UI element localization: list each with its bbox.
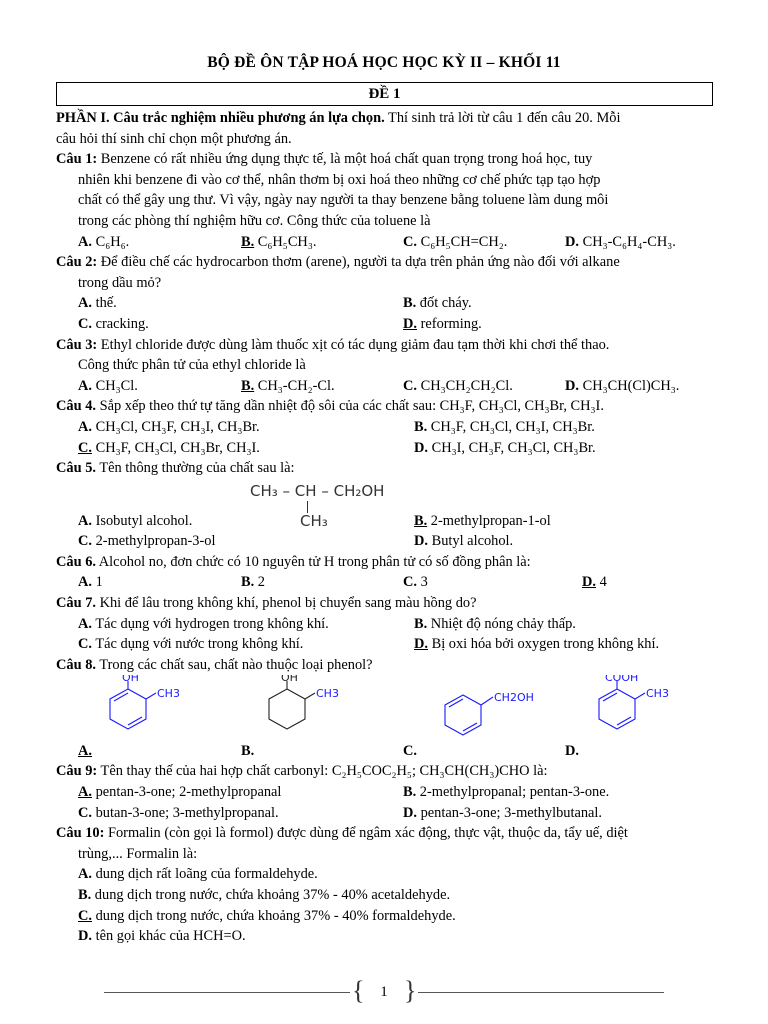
option-b: B. 2 [241, 574, 265, 591]
part1-instruction: PHẦN I. Câu trắc nghiệm nhiều phương án lựa chọn. Thí sinh trả lời từ câu 1 đến câu 20. Mỗi [56, 110, 621, 126]
structure-b [241, 675, 391, 761]
structure-a [78, 675, 228, 761]
option-a: A. C₆H₆. [78, 233, 130, 250]
question-8: Câu 8. Trong các chất sau, chất nào thuộc loại phenol? [56, 656, 373, 673]
option-c: C. CH₃F, CH₃Cl, CH₃Br, CH₃I. [78, 439, 260, 456]
question-7: Câu 7. Khi để lâu trong không khí, phenol bị chuyển sang màu hồng do? [56, 595, 477, 612]
footer-rule-right [418, 992, 664, 993]
option-d: D. Bị oxi hóa bởi oxygen trong không khí. [414, 636, 660, 653]
page-number: 1 [380, 984, 388, 1000]
toluic-acid-structure [565, 675, 715, 741]
svg-text:OH: OH [281, 675, 298, 685]
option-d: D. reforming. [403, 315, 482, 332]
option-d: D. tên gọi khác của HCH=O. [78, 928, 246, 945]
svg-text:OH: OH [122, 675, 139, 685]
structure-c-key: C. [403, 743, 417, 760]
question-2-options-row1 [56, 293, 716, 314]
option-a: A. thế. [78, 295, 117, 312]
question-9: Câu 9: Tên thay thế của hai hợp chất carbonyl: C₂H₅COC₂H₅; CH₃CH(CH₃)CHO là: [56, 763, 548, 780]
part1-instruction-line2: câu hỏi thí sinh chỉ chọn một phương án. [56, 130, 292, 147]
structure-main-chain: CH₃ – CH – CH₂OH [250, 481, 385, 500]
option-a: A. CH₃Cl. [78, 377, 138, 394]
option-b: B. CH₃F, CH₃Cl, CH₃I, CH₃Br. [414, 418, 595, 435]
part1-heading: PHẦN I. Câu trắc nghiệm nhiều phương án lựa chọn. [56, 110, 385, 126]
question-2-options-row2 [56, 314, 716, 335]
option-d: D. CH₃-C₆H₄-CH₃. [565, 233, 676, 250]
option-b: B. CH₃-CH₂-Cl. [241, 377, 335, 394]
question-10: Câu 10: Formalin (còn gọi là formol) được dùng để ngâm xác động, thực vật, thuộc da, tẩy uế, diệt [56, 825, 628, 842]
exam-label: ĐỀ 1 [56, 82, 713, 106]
option-c: C. 2-methylpropan-3-ol [78, 533, 216, 550]
option-b: B. C₆H₅CH₃. [241, 233, 317, 250]
option-d: D. CH₃CH(Cl)CH₃. [565, 377, 680, 394]
question-6-options [56, 572, 716, 593]
option-a: A. pentan-3-one; 2-methylpropanal [78, 784, 282, 801]
question-1-options [56, 232, 716, 253]
structure-d-key: D. [565, 743, 579, 760]
option-c: C. C₆H₅CH=CH₂. [403, 233, 508, 250]
question-1: Câu 1: Benzene có rất nhiều ứng dụng thực tế, là một hoá chất quan trọng trong hoá học, tuy [56, 151, 593, 168]
option-b: B. 2-methylpropan-1-ol [414, 512, 551, 529]
option-b: B. dung dịch trong nước, chứa khoảng 37% - 40% acetaldehyde. [78, 887, 451, 903]
question-9-options-row2 [56, 803, 716, 824]
page-title: BỘ ĐỀ ÔN TẬP HOÁ HỌC HỌC KỲ II – KHỐI 11 [207, 54, 561, 71]
question-4-options-row1 [56, 417, 716, 438]
option-c: C. butan-3-one; 3-methylpropanal. [78, 804, 279, 821]
option-c: C. dung dịch trong nước, chứa khoảng 37% - 40% formaldehyde. [78, 907, 456, 924]
option-d: D. pentan-3-one; 3-methylbutanal. [403, 804, 603, 821]
question-4-options-row2 [56, 438, 716, 459]
option-a: A. Isobutyl alcohol. [78, 512, 193, 529]
svg-text:CH3: CH3 [316, 687, 339, 701]
footer-rule-left [104, 992, 350, 993]
methylcyclohexanol-structure [241, 675, 391, 741]
svg-text:CH2OH: CH2OH [494, 691, 534, 705]
question-5: Câu 5. Tên thông thường của chất sau là: [56, 460, 295, 477]
option-a: A. Tác dụng với hydrogen trong không khí. [78, 615, 329, 632]
question-7-options-row2 [56, 634, 716, 655]
benzyl-alcohol-structure [403, 675, 573, 741]
question-content: PHẦN I. Câu trắc nghiệm nhiều phương án lựa chọn. Thí sinh trả lời từ câu 1 đến câu 20. Mỗi câu hỏi thí sinh chỉ chọn một phương án. Câu 1: Benzene có rất nhiều ứng dụng thực tế, là một hoá chất quan trọng trong hoá học, tuy nhiên khi benzene đi vào cơ thể, nhân thơm bị oxi hoá theo những cơ chế phức tạp tạo hợp chất có thể gây ung thư. Vì vậy, ngày nay người ta thay benzene bằng toluene làm dung môi trong các phòng thí nghiệm hữu cơ. Công thức của toluene là A. C₆H₆. B. C₆H₅CH₃. C. C₆H₅CH=CH₂. D. CH₃-C₆H₄-CH₃. Câu 2: Để điều chế các hydrocarbon thơm (arene), người ta dựa trên phản ứng nào đối với alkane trong dầu mỏ? A. thế. B. đốt cháy. C. cracking. D. reforming. Câu 3: Ethyl chloride được dùng làm thuốc xịt có tác dụng giảm đau tạm thời khi chơi thể thao. Công thức phân tử của ethyl chloride là A. CH₃Cl. B. CH₃-CH₂-Cl. C. CH₃CH₂CH₂Cl. D. CH₃CH(Cl)CH₃. Câu 4. Sắp xếp theo thứ tự tăng dần nhiệt độ sôi của các chất sau: CH₃F, CH₃Cl, CH₃Br, CH₃I. A. CH₃Cl, CH₃F, CH₃I, CH₃Br. B. CH₃F, CH₃Cl, CH₃I, CH₃Br. C. CH₃F, CH₃Cl, CH₃Br, CH₃I. D. CH₃I, CH₃F, CH₃Cl, CH₃Br. Câu 5. Tên thông thường của chất sau là: CH₃ – CH – CH₂OH CH₃ A. Isobutyl alcohol. B. 2-methylpropan-1-ol C. 2-methylpropan-3-ol D. Butyl alcohol. Câu 6. Alcohol no, đơn chức có 10 nguyên tử H trong phân tử có số đồng phân là: A. 1 B. 2 C. 3 D. 4 Câu 7. Khi để lâu trong không khí, phenol bị chuyển sang màu hồng do? A. Tác dụng với hydrogen trong không khí. B. Nhiệt độ nóng chảy thấp. C. Tác dụng với nước trong không khí. D. Bị oxi hóa bởi oxygen trong không khí. Câu 8. Trong các chất sau, chất nào thuộc loại phenol? OH CH3 A. OH CH3 B. CH2OH C. COOH CH3 D. Câu 9: Tên thay thế của hai hợp chất carbonyl: C₂H₅COC₂H₅; CH₃CH(CH₃)CHO là: A. pentan-3-one; 2-methylpropanal B. 2-methylpropanal; pentan-3-one. C. butan-3-one; 3-methylpropanal. D. pentan-3-one; 3-methylbutanal. Câu 10: Formalin (còn gọi là formol) được dùng để ngâm xác động, thực vật, thuộc da, tẩy uế, diệt trùng,... Formalin là: A. dung dịch rất loãng của formaldehyde. B. dung dịch trong nước, chứa khoảng 37% - 40% acetaldehyde. C. dung dịch trong nước, chứa khoảng 37% - 40% formaldehyde. D. tên gọi khác của HCH=O. [56, 108, 716, 947]
structure-branch: CH₃ [300, 511, 328, 530]
option-b: B. Nhiệt độ nóng chảy thấp. [414, 615, 576, 632]
question-3: Câu 3: Ethyl chloride được dùng làm thuốc xịt có tác dụng giảm đau tạm thời khi chơi thể thao. [56, 336, 610, 353]
option-b: B. đốt cháy. [403, 295, 472, 312]
question-2: Câu 2: Để điều chế các hydrocarbon thơm (arene), người ta dựa trên phản ứng nào đối với alkane [56, 254, 620, 271]
svg-text:CH3: CH3 [646, 687, 669, 701]
option-c: C. 3 [403, 574, 428, 591]
option-a: A. CH₃Cl, CH₃F, CH₃I, CH₃Br. [78, 418, 260, 435]
question-3-options [56, 376, 716, 397]
svg-text:COOH: COOH [605, 675, 639, 685]
option-d: D. 4 [582, 574, 607, 591]
structure-a-key: A. [78, 743, 92, 760]
question-5-options-row2 [56, 531, 716, 552]
right-bracket-icon: } [404, 976, 417, 1005]
structure-c [403, 675, 573, 761]
structure-d [565, 675, 715, 761]
question-9-options-row1 [56, 782, 716, 803]
left-bracket-icon: { [352, 976, 365, 1005]
question-5-options-row1 [56, 511, 716, 532]
svg-text:CH3: CH3 [157, 687, 180, 701]
option-b: B. 2-methylpropanal; pentan-3-one. [403, 784, 610, 801]
option-a: A. dung dịch rất loãng của formaldehyde. [78, 866, 318, 883]
structure-b-key: B. [241, 743, 255, 760]
option-c: C. CH₃CH₂CH₂Cl. [403, 377, 513, 394]
option-c: C. Tác dụng với nước trong không khí. [78, 636, 304, 653]
page-footer [0, 978, 768, 1008]
option-d: D. Butyl alcohol. [414, 533, 514, 550]
option-d: D. CH₃I, CH₃F, CH₃Cl, CH₃Br. [414, 439, 596, 456]
question-6: Câu 6. Alcohol no, đơn chức có 10 nguyên tử H trong phân tử có số đồng phân là: [56, 553, 531, 570]
option-c: C. cracking. [78, 315, 149, 332]
question-8-structures [56, 675, 716, 761]
o-cresol-structure [78, 675, 228, 741]
option-a: A. 1 [78, 574, 103, 591]
question-4: Câu 4. Sắp xếp theo thứ tự tăng dần nhiệt độ sôi của các chất sau: CH₃F, CH₃Cl, CH₃Br, CH₃I. [56, 398, 604, 415]
question-7-options-row1 [56, 614, 716, 635]
